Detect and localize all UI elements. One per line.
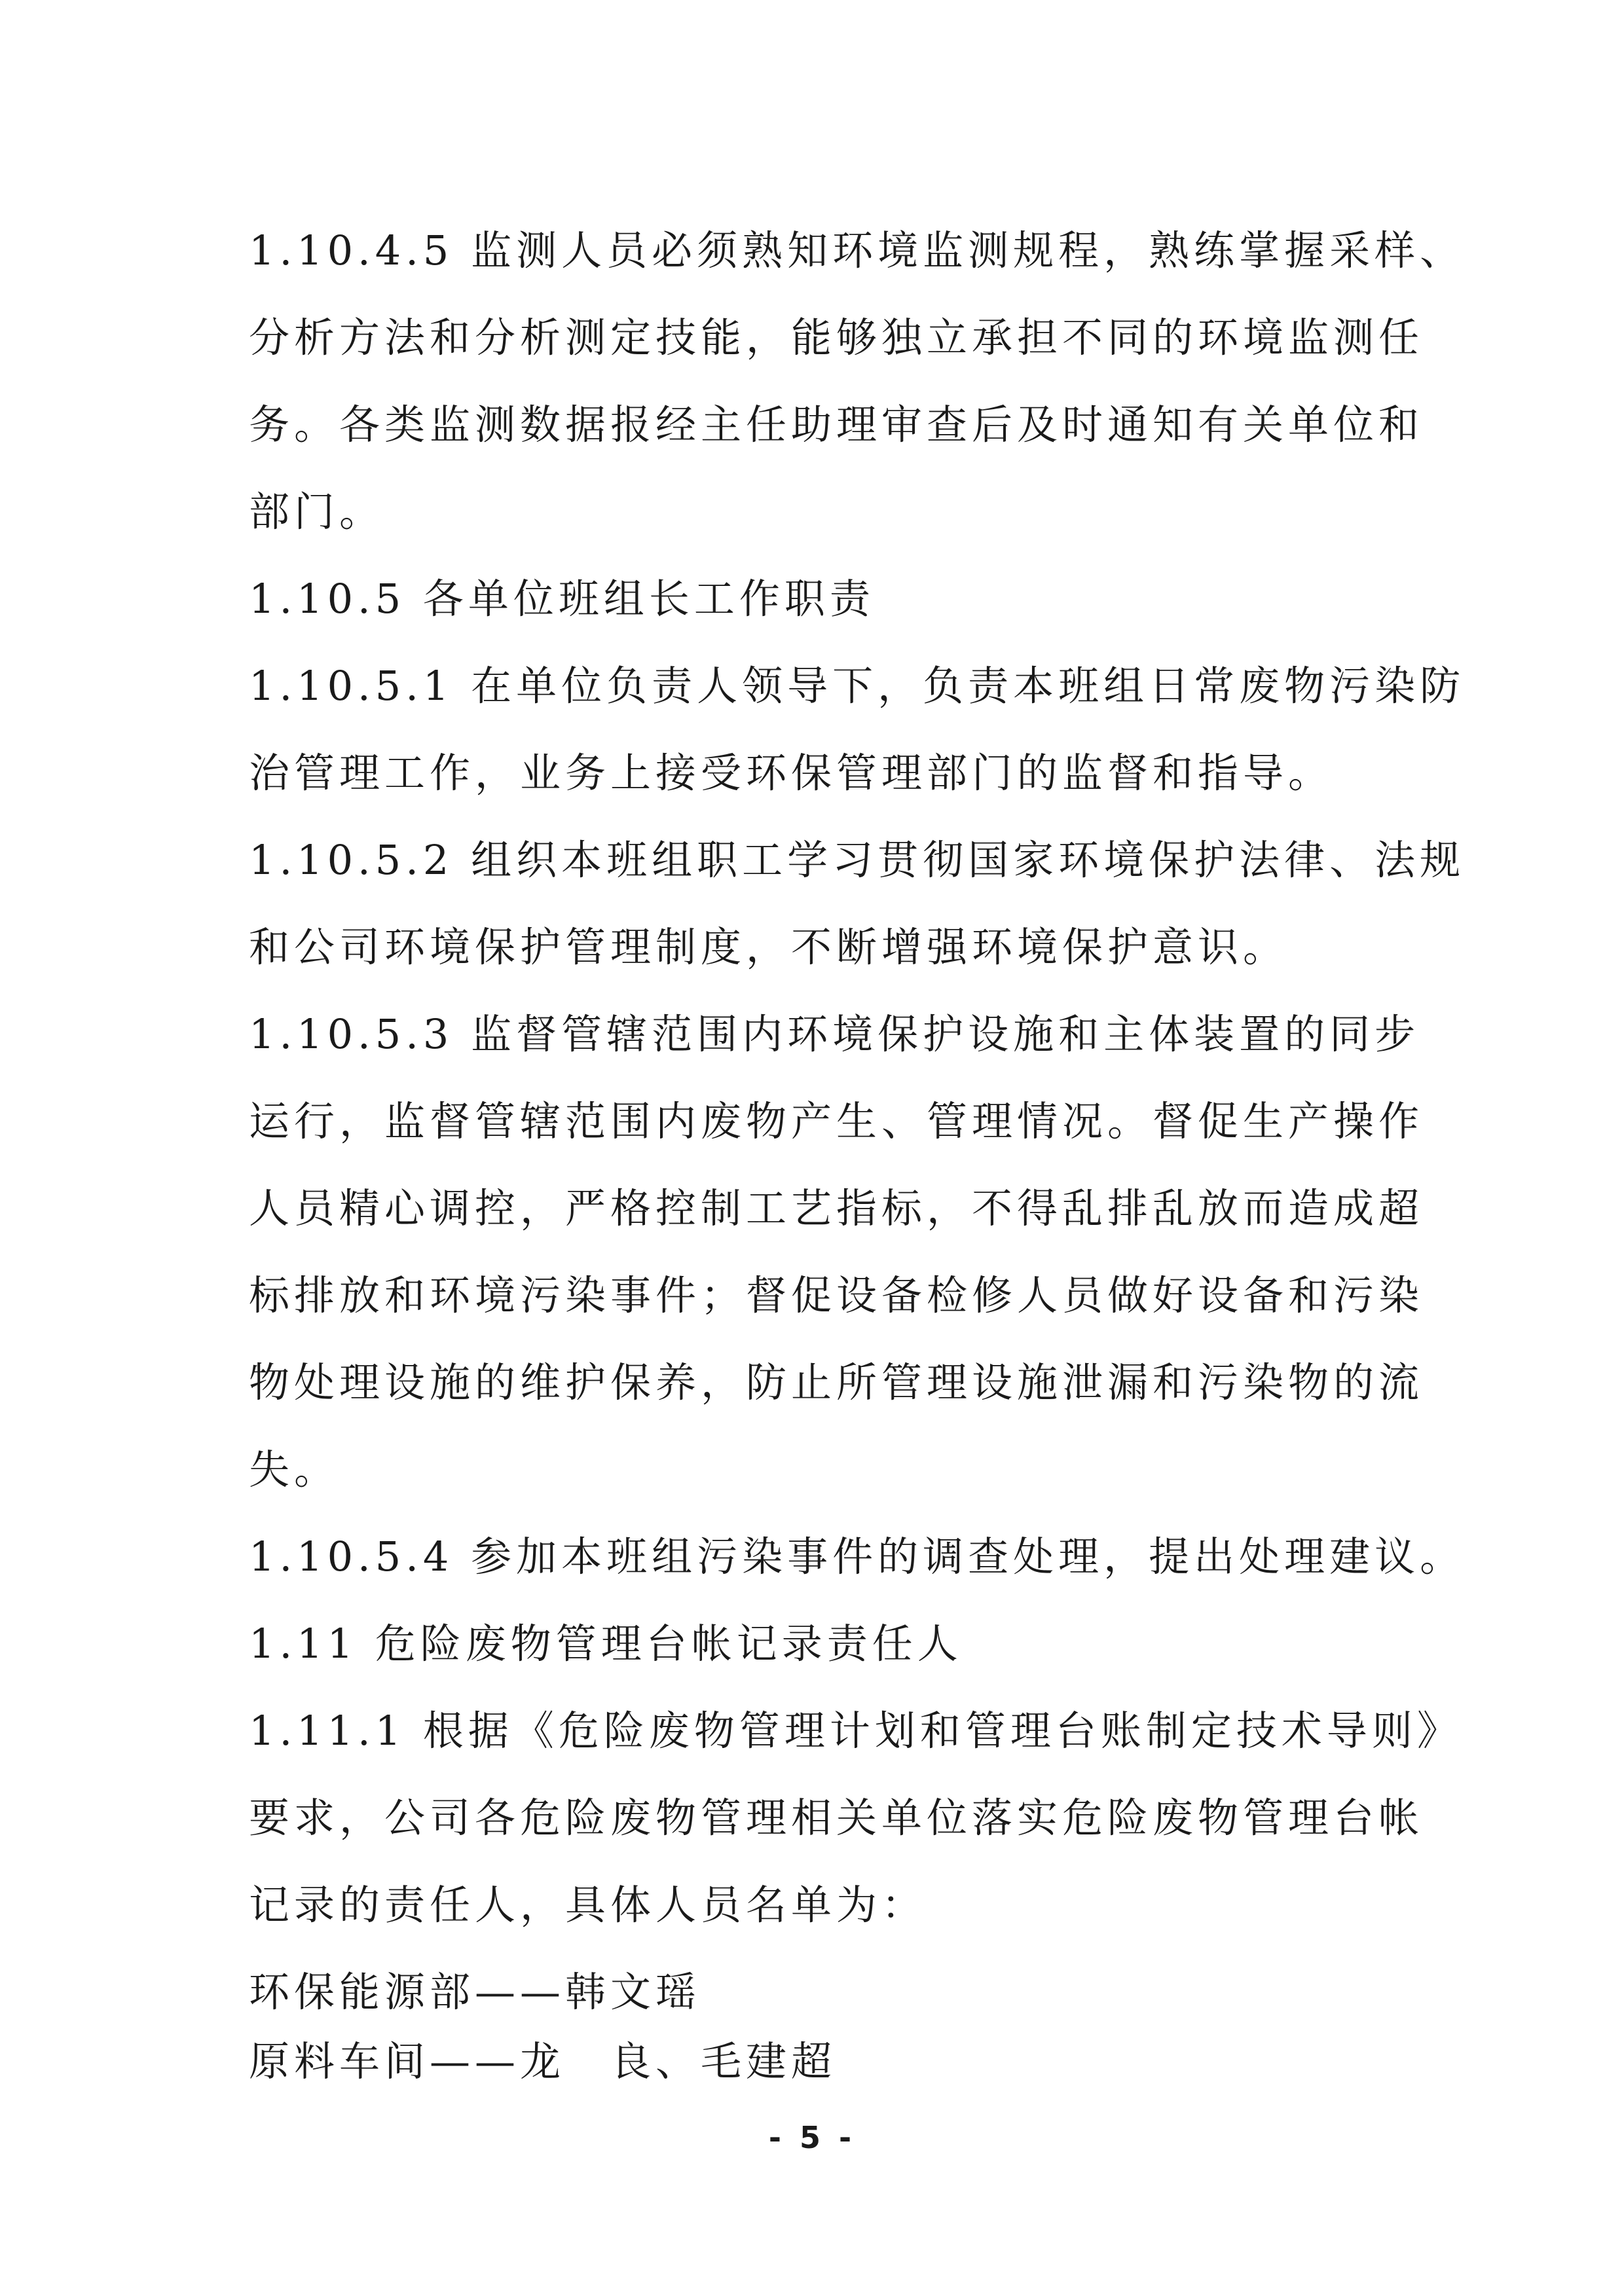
page-number: - 5 - bbox=[768, 2120, 856, 2155]
text-line: 分析方法和分析测定技能，能够独立承担不同的环境监测任 bbox=[249, 314, 1424, 361]
text-line: 1.10.5.2 组织本班组职工学习贯彻国家环境保护法律、法规 bbox=[249, 836, 1466, 884]
text-line: 失。 bbox=[249, 1446, 340, 1493]
text-line: 记录的责任人，具体人员名单为： bbox=[249, 1881, 927, 1929]
text-line: 和公司环境保护管理制度，不断增强环境保护意识。 bbox=[249, 923, 1289, 971]
text-line: 人员精心调控，严格控制工艺指标，不得乱排乱放而造成超 bbox=[249, 1184, 1424, 1232]
text-line: 治管理工作，业务上接受环保管理部门的监督和指导。 bbox=[249, 749, 1334, 797]
text-line: 要求，公司各危险废物管理相关单位落实危险废物管理台帐 bbox=[249, 1794, 1424, 1842]
text-line: 原料车间——龙 良、毛建超 bbox=[249, 2037, 837, 2085]
text-line: 务。各类监测数据报经主任助理审查后及时通知有关单位和 bbox=[249, 401, 1424, 448]
text-line: 1.10.4.5 监测人员必须熟知环境监测规程，熟练掌握采样、 bbox=[249, 227, 1466, 274]
text-line: 环保能源部——韩文瑶 bbox=[249, 1968, 701, 2016]
text-line: 部门。 bbox=[249, 488, 385, 536]
section-heading: 1.11 危险废物管理台帐记录责任人 bbox=[249, 1620, 963, 1667]
text-line: 1.10.5.4 参加本班组污染事件的调查处理，提出处理建议。 bbox=[249, 1533, 1466, 1580]
text-line: 标排放和环境污染事件；督促设备检修人员做好设备和污染 bbox=[249, 1271, 1424, 1319]
text-line: 物处理设施的维护保养，防止所管理设施泄漏和污染物的流 bbox=[249, 1358, 1424, 1406]
text-line: 1.10.5.1 在单位负责人领导下，负责本班组日常废物污染防 bbox=[249, 662, 1466, 710]
text-line: 1.10.5.3 监督管辖范围内环境保护设施和主体装置的同步 bbox=[249, 1010, 1420, 1058]
text-line: 运行，监督管辖范围内废物产生、管理情况。督促生产操作 bbox=[249, 1097, 1424, 1145]
text-line: 1.11.1 根据《危险废物管理计划和管理台账制定技术导则》 bbox=[249, 1707, 1462, 1755]
section-heading: 1.10.5 各单位班组长工作职责 bbox=[249, 575, 875, 623]
